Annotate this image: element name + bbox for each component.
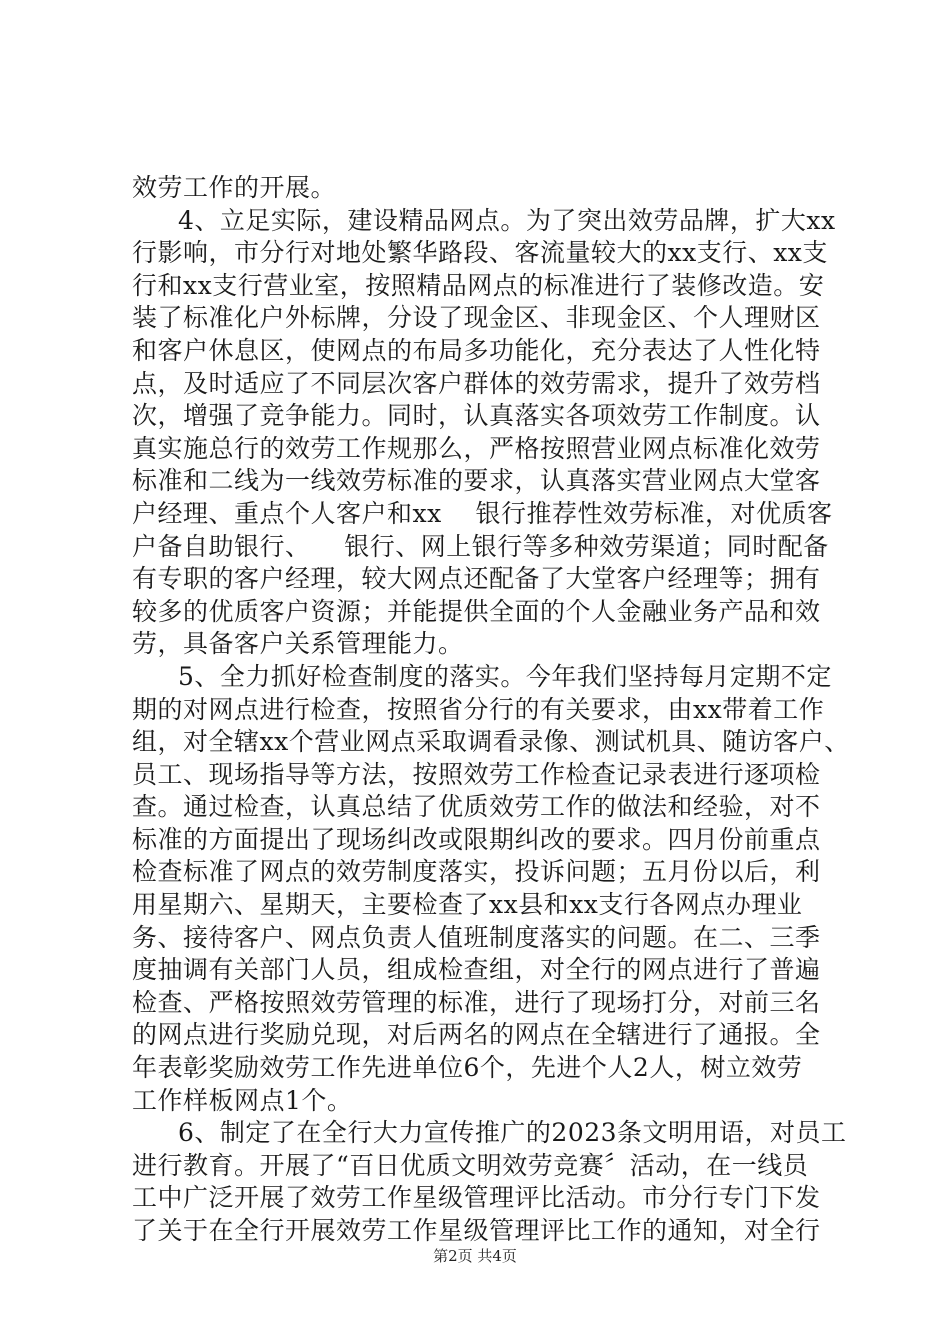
text-line: 组，对全辖xx个营业网点采取调看录像、测试机具、随访客户、 — [132, 727, 850, 757]
text-line: 真实施总行的效劳工作规那么，严格按照营业网点标准化效劳 — [132, 433, 821, 463]
text-line: 和客户休息区，使网点的布局多功能化，充分表达了人性化特 — [132, 335, 821, 365]
text-line: 进行教育。开展了“百日优质文明效劳竞赛〞活动，在一线员 — [132, 1150, 809, 1180]
text-line: 装了标准化户外标牌，分设了现金区、非现金区、个人理财区 — [132, 303, 821, 333]
text-line: 的网点进行奖励兑现，对后两名的网点在全辖进行了通报。全 — [132, 1020, 821, 1050]
body-text — [132, 172, 850, 1248]
text-line: 户备自助银行、 银行、网上银行等多种效劳渠道；同时配备 — [132, 531, 829, 561]
text-line: 行影响，市分行对地处繁华路段、客流量较大的xx支行、xx支 — [132, 238, 828, 268]
text-line: 检查标准了网点的效劳制度落实，投诉问题；五月份以后，利 — [132, 857, 821, 887]
text-line: 点，及时适应了不同层次客户群体的效劳需求，提升了效劳档 — [132, 368, 821, 398]
text-line: 员工、现场指导等方法，按照效劳工作检查记录表进行逐项检 — [132, 759, 821, 789]
text-line: 度抽调有关部门人员，组成检查组，对全行的网点进行了普遍 — [132, 955, 821, 985]
text-line: 较多的优质客户资源；并能提供全面的个人金融业务产品和效 — [132, 596, 821, 626]
text-line: 用星期六、星期天，主要检查了xx县和xx支行各网点办理业 — [132, 890, 803, 920]
text-line: 5、全力抓好检查制度的落实。今年我们坚持每月定期不定 — [178, 661, 832, 691]
text-line: 工中广泛开展了效劳工作星级管理评比活动。市分行专门下发 — [132, 1183, 821, 1213]
text-line: 标准的方面提出了现场纠改或限期纠改的要求。四月份前重点 — [132, 824, 821, 854]
text-line: 劳，具备客户关系管理能力。 — [132, 629, 464, 659]
text-line: 4、立足实际，建设精品网点。为了突出效劳品牌，扩大xx — [178, 205, 836, 235]
text-line: 户经理、重点个人客户和xx 银行推荐性效劳标准，对优质客 — [132, 498, 833, 528]
text-line: 查。通过检查，认真总结了优质效劳工作的做法和经验，对不 — [132, 792, 821, 822]
text-line: 期的对网点进行检查，按照省分行的有关要求，由xx带着工作 — [132, 694, 825, 724]
text-line: 有专职的客户经理，较大网点还配备了大堂客户经理等；拥有 — [132, 564, 821, 594]
text-line: 了关于在全行开展效劳工作星级管理评比工作的通知，对全行 — [132, 1216, 821, 1245]
text-line: 6、制定了在全行大力宣传推广的2023条文明用语，对员工 — [178, 1118, 847, 1148]
text-line: 工作样板网点1个。 — [132, 1085, 353, 1115]
page-footer: 第2页 共4页 — [433, 1247, 517, 1265]
text-line: 次，增强了竞争能力。同时，认真落实各项效劳工作制度。认 — [132, 401, 821, 431]
text-line: 年表彰奖励效劳工作先进单位6个，先进个人2人，树立效劳 — [132, 1053, 803, 1083]
text-line: 务、接待客户、网点负责人值班制度落实的问题。在二、三季 — [132, 922, 821, 952]
text-line: 效劳工作的开展。 — [132, 173, 337, 202]
text-line: 检查、严格按照效劳管理的标准，进行了现场打分，对前三名 — [132, 987, 821, 1017]
text-line: 行和xx支行营业室，按照精品网点的标准进行了装修改造。安 — [132, 270, 825, 300]
text-line: 标准和二线为一线效劳标准的要求，认真落实营业网点大堂客 — [132, 466, 821, 496]
